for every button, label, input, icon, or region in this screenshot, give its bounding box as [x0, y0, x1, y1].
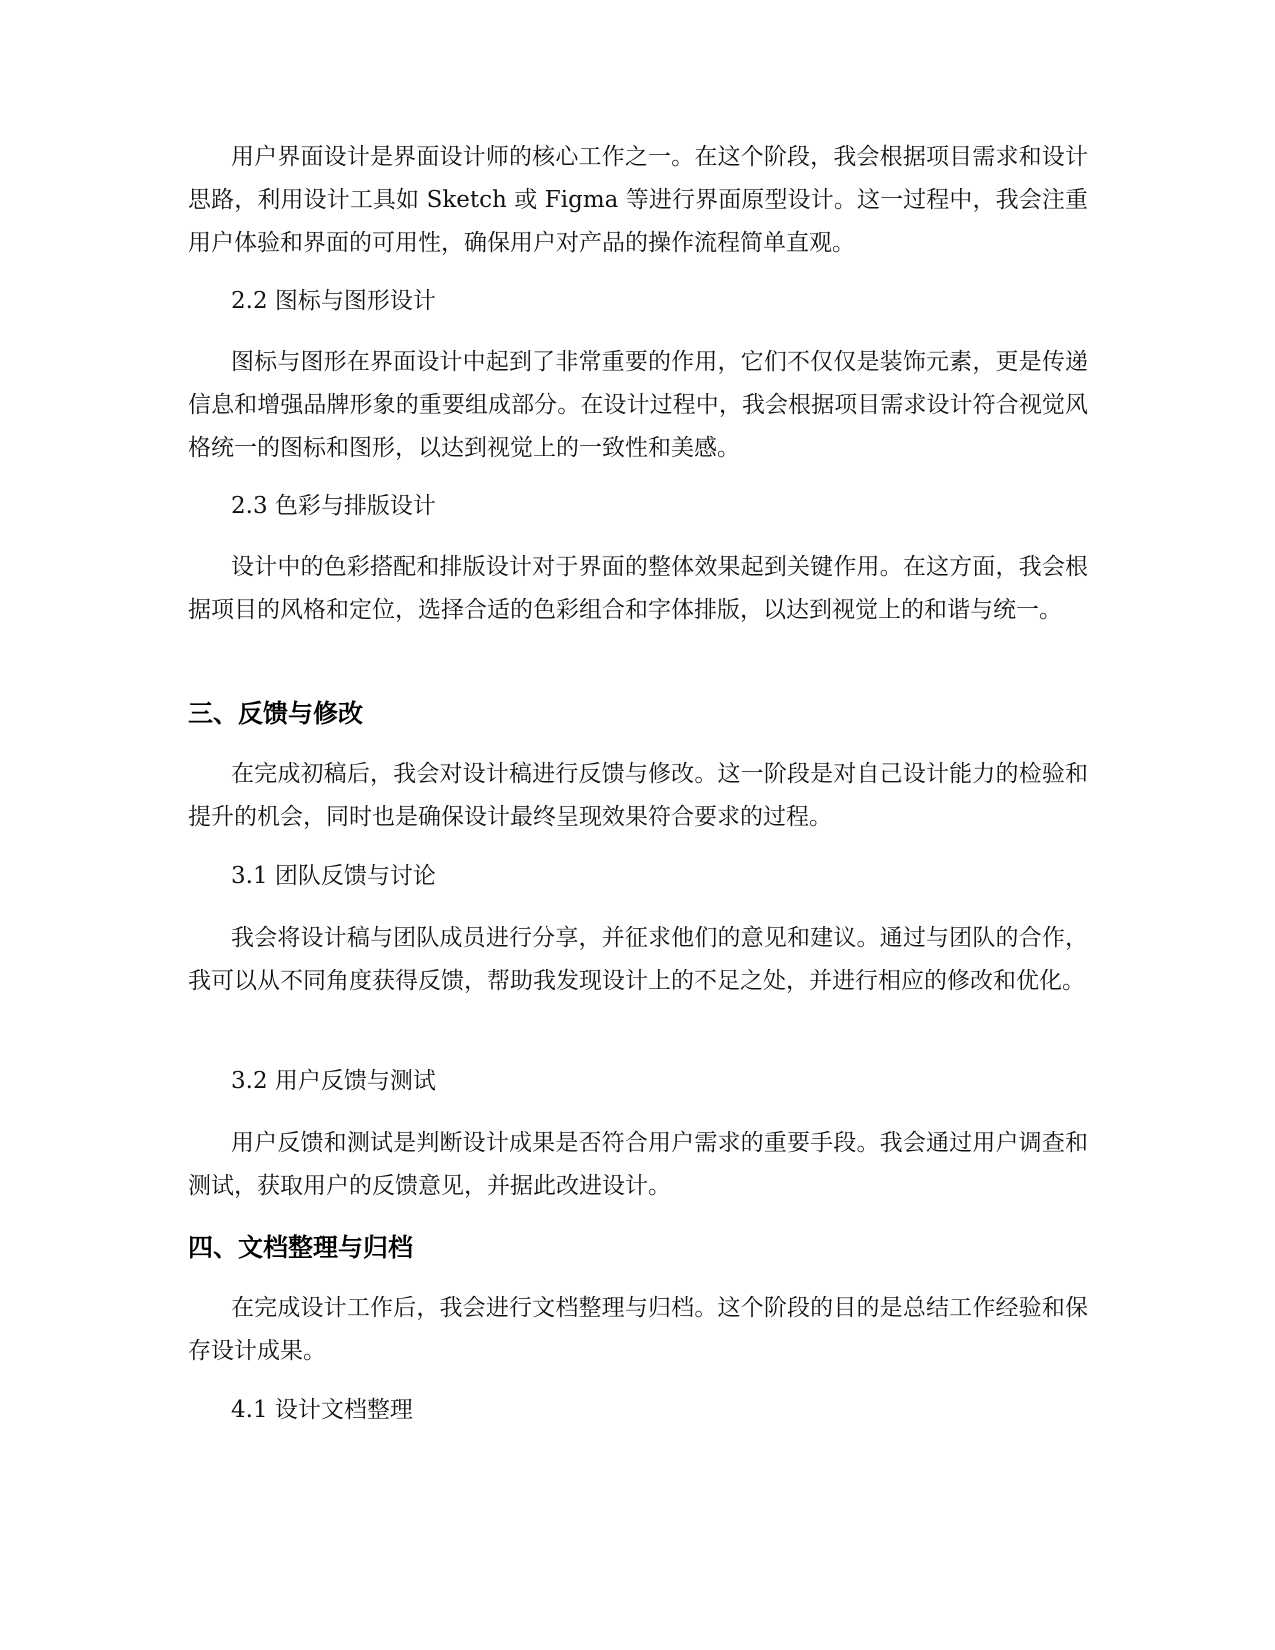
subheading-team-feedback: 3.1 团队反馈与讨论 [231, 863, 436, 889]
subheading-user-feedback-testing: 3.2 用户反馈与测试 [231, 1068, 436, 1094]
paragraph-icon-graphic-design: 图标与图形在界面设计中起到了非常重要的作用，它们不仅仅是装饰元素，更是传递信息和增强品牌形象的重要组成部分。在设计过程中，我会根据项目需求设计符合视觉风格统一的图标和图形，以达到视觉上的一致性和美感。 [188, 349, 1088, 461]
paragraph-ui-design: 用户界面设计是界面设计师的核心工作之一。在这个阶段，我会根据项目需求和设计思路，利用设计工具如 Sketch 或 Figma 等进行界面原型设计。这一过程中，我会注重用户体验和界面的可用性，确保用户对产品的操作流程简单直观。 [188, 144, 1088, 256]
paragraph-feedback-revision: 在完成初稿后，我会对设计稿进行反馈与修改。这一阶段是对自己设计能力的检验和提升的机会，同时也是确保设计最终呈现效果符合要求的过程。 [188, 761, 1088, 830]
paragraph-color-typography-design: 设计中的色彩搭配和排版设计对于界面的整体效果起到关键作用。在这方面，我会根据项目的风格和定位，选择合适的色彩组合和字体排版，以达到视觉上的和谐与统一。 [188, 554, 1088, 623]
section-heading-feedback-revision: 三、反馈与修改 [188, 699, 364, 728]
section-heading-documentation-archive: 四、文档整理与归档 [188, 1233, 414, 1262]
subheading-icon-graphic-design: 2.2 图标与图形设计 [231, 288, 436, 314]
paragraph-team-feedback: 我会将设计稿与团队成员进行分享，并征求他们的意见和建议。通过与团队的合作，我可以从不同角度获得反馈，帮助我发现设计上的不足之处，并进行相应的修改和优化。 [188, 925, 1088, 994]
paragraph-documentation-archive: 在完成设计工作后，我会进行文档整理与归档。这个阶段的目的是总结工作经验和保存设计成果。 [188, 1295, 1088, 1364]
subheading-design-doc-organization: 4.1 设计文档整理 [231, 1397, 413, 1423]
paragraph-user-feedback-testing: 用户反馈和测试是判断设计成果是否符合用户需求的重要手段。我会通过用户调查和测试，获取用户的反馈意见，并据此改进设计。 [188, 1130, 1088, 1199]
subheading-color-typography-design: 2.3 色彩与排版设计 [231, 493, 436, 519]
